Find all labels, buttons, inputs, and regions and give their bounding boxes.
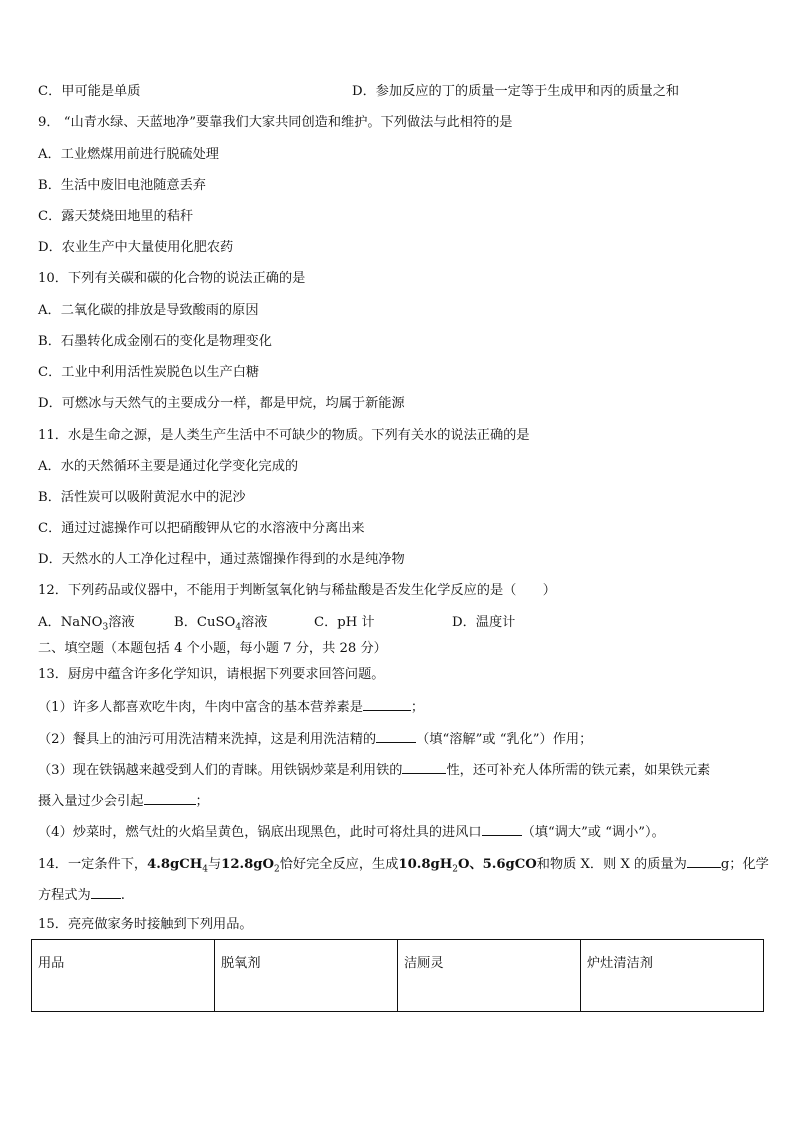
q13-blank-5[interactable] bbox=[482, 822, 522, 836]
q8-option-d-text: D．参加反应的丁的质量一定等于生成甲和丙的质量之和 bbox=[352, 84, 680, 99]
q12-stem: 12．下列药品或仪器中，不能用于判断氢氧化钠与稀盐酸是否发生化学反应的是（ ） bbox=[38, 583, 556, 598]
q12-option-a: A．NaNO$_3$溶液 bbox=[38, 615, 135, 633]
table-header-cell: 脱氧剂 bbox=[215, 940, 398, 1012]
q13-blank-2[interactable] bbox=[376, 729, 416, 743]
q13-blank-4[interactable] bbox=[144, 791, 196, 805]
q9-option-c: C．露天焚烧田地里的秸秆 bbox=[38, 209, 194, 224]
q12-option-d: D．温度计 bbox=[452, 615, 516, 630]
table-header-cell: 炉灶清洁剂 bbox=[581, 940, 764, 1012]
q12-option-c: C．pH 计 bbox=[314, 615, 375, 630]
q14-stem: 14．一定条件下，4.8gCH$_4$与$12.8gO_2$恰好完全反应，生成$10.8gH_2O$、5.6gCO和物质 X．则 X 的质量为 g；化学 bbox=[38, 854, 769, 874]
q11-option-c: C．通过过滤操作可以把硝酸钾从它的水溶液中分离出来 bbox=[38, 521, 365, 536]
section-heading-fill-in: 二、填空题（本题包括 4 个小题，每小题 7 分，共 28 分） bbox=[38, 641, 387, 656]
q11-stem: 11．水是生命之源，是人类生产生活中不可缺少的物质。下列有关水的说法正确的是 bbox=[38, 428, 530, 443]
q10-option-a: A．二氧化碳的排放是导致酸雨的原因 bbox=[38, 303, 259, 318]
table-header-cell: 用品 bbox=[32, 940, 215, 1012]
q9-option-a: A．工业燃煤用前进行脱硫处理 bbox=[38, 147, 219, 162]
q10-option-c: C．工业中利用活性炭脱色以生产白糖 bbox=[38, 365, 260, 380]
q13-part-2: （2）餐具上的油污可用洗洁精来洗掉，这是利用洗洁精的 （填“溶解”或 “乳化”）作用； bbox=[38, 729, 592, 749]
q9-stem: 9． “山青水绿、天蓝地净”要靠我们大家共同创造和维护。下列做法与此相符的是 bbox=[38, 115, 513, 130]
q13-part-3: （3）现在铁锅越来越受到人们的青睐。用铁锅炒菜是利用铁的 性，还可补充人体所需的铁元素，如果铁元素 bbox=[38, 760, 710, 780]
q12-option-b: B．CuSO$_4$溶液 bbox=[174, 615, 268, 633]
q8-option-c bbox=[38, 83, 680, 101]
q11-option-b: B．活性炭可以吸附黄泥水中的泥沙 bbox=[38, 490, 246, 505]
q12-options bbox=[38, 614, 515, 632]
q15-table bbox=[31, 939, 764, 1012]
q13-blank-1[interactable] bbox=[363, 697, 411, 711]
q14-line-2: 方程式为 . bbox=[38, 885, 125, 905]
q13-part-4: （4）炒菜时，燃气灶的火焰呈黄色，锅底出现黑色，此时可将灶具的进风口 （填“调大”或 “调小”）。 bbox=[38, 822, 665, 842]
q10-option-b: B．石墨转化成金刚石的变化是物理变化 bbox=[38, 334, 272, 349]
q13-blank-3[interactable] bbox=[402, 760, 446, 774]
q14-blank-mass[interactable] bbox=[687, 854, 721, 868]
q11-option-d: D．天然水的人工净化过程中，通过蒸馏操作得到的水是纯净物 bbox=[38, 552, 405, 567]
q13-part-1: （1）许多人都喜欢吃牛肉，牛肉中富含的基本营养素是 ； bbox=[38, 697, 424, 717]
q15-stem: 15．亮亮做家务时接触到下列用品。 bbox=[38, 917, 253, 932]
q8-option-c-text: C．甲可能是单质 bbox=[38, 84, 141, 99]
table-row bbox=[32, 940, 764, 1012]
q10-option-d: D．可燃冰与天然气的主要成分一样，都是甲烷，均属于新能源 bbox=[38, 396, 405, 411]
q9-option-d: D．农业生产中大量使用化肥农药 bbox=[38, 240, 234, 255]
q13-stem: 13．厨房中蕴含许多化学知识，请根据下列要求回答问题。 bbox=[38, 667, 385, 682]
q13-part-3-cont: 摄入量过少会引起 ； bbox=[38, 791, 209, 811]
q10-stem: 10．下列有关碳和碳的化合物的说法正确的是 bbox=[38, 271, 306, 286]
table-header-cell: 洁厕灵 bbox=[398, 940, 581, 1012]
q11-option-a: A．水的天然循环主要是通过化学变化完成的 bbox=[38, 459, 299, 474]
q14-blank-equation[interactable] bbox=[91, 885, 121, 899]
q9-option-b: B．生活中废旧电池随意丢弃 bbox=[38, 178, 206, 193]
